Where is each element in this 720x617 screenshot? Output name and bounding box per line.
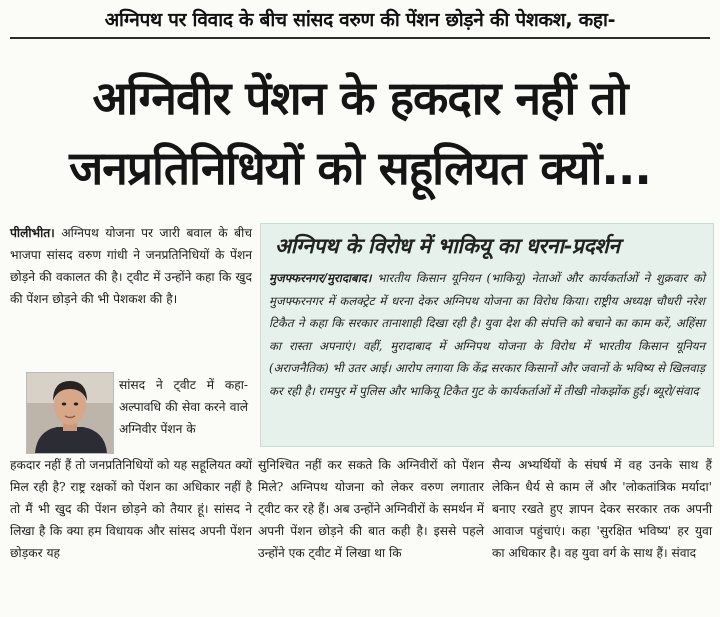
divider-line bbox=[10, 37, 710, 39]
varun-gandhi-photo bbox=[26, 372, 114, 454]
story-column-3-text: सैन्य अभ्यर्थियों के संघर्ष में वह उनके साथ हैं लेकिन धैर्य से काम लें और 'लोकतांत्रिक मर्यादा' बनाए रखते हुए ज्ञापन देकर सरकार तक अपनी आवाज पहुंचाएं। कहा 'सुरक्षित भविष्य' हर युवा का अधिकार है। वह युवा वर्ग के साथ हैं। bbox=[492, 458, 712, 560]
story-credit: संवाद bbox=[671, 546, 697, 560]
story-column-1-text: हकदार नहीं हैं तो जनप्रतिनिधियों को यह सहूलियत क्यों मिल रही है? राष्ट्र रक्षकों को पेंशन का अधिकार नहीं है तो मैं भी खुद की पेंशन छोड़ने को तैयार हूं। सांसद ने लिखा है कि क्या हम विधायक और सांसद अपनी पेंशन छोड़कर यह bbox=[10, 458, 252, 560]
story-column-1-bottom bbox=[10, 454, 252, 564]
sidebar-dateline: मुजफ्फरनगर/मुरादाबाद। bbox=[269, 271, 372, 285]
main-headline-line-2: जनप्रतिनिधियों को सहूलियत क्यों... bbox=[69, 141, 651, 195]
sidebar-text: भारतीय किसान यूनियन (भाकियू) नेताओं और कार्यकर्ताओं ने शुक्रवार को मुजफ्फरनगर में कलक्ट्रेट में धरना देकर अग्निपथ योजना का विरोध किया। राष्ट्रीय अध्यक्ष चौधरी नरेश टिकैत ने कहा कि सरकार तानाशाही दिखा रही है। युवा देश की संपत्ति को बचाने का काम करें, अहिंसा का रास्ता अपनाएं। वहीं, मुरादाबाद में अग्निपथ योजना के विरोध में भारतीय किसान यूनियन (अराजनैतिक) भी उतर आई। आरोप लगाया कि केंद्र सरकार किसानों और जवानों के भविष्य से खिलवाड़ कर रही है। रामपुर में पुलिस और भाकियू टिकैत गुट के कार्यकर्ताओं में तीखी नोकझोंक हुई। bbox=[269, 271, 705, 398]
kicker-headline: अग्निपथ पर विवाद के बीच सांसद वरुण की पेंशन छोड़ने की पेशकश, कहा- bbox=[104, 9, 616, 31]
sidebar-title: अग्निपथ के विरोध में भाकियू का धरना-प्रदर्शन bbox=[275, 233, 620, 258]
portrait-image bbox=[27, 373, 113, 453]
story-paragraph-1: अग्निपथ योजना पर जारी बवाल के बीच भाजपा सांसद वरुण गांधी ने जनप्रतिनिधियों के पेंशन छोड़ने की वकालत की है। ट्वीट में उन्होंने कहा कि खुद की पेंशन छोड़ने की भी पेशकश की है। bbox=[10, 226, 252, 306]
story-column-2-text: सुनिश्चित नहीं कर सकते कि अग्निवीरों को पेंशन मिले? अग्निपथ योजना को लेकर वरुण लगातार ट्वीट कर रहे हैं। अब उन्होंने अग्निवीरों के समर्थन में अपनी पेंशन छोड़ने की बात कही है। इससे पहले उन्होंने एक ट्वीट में लिखा था कि bbox=[258, 458, 484, 560]
sidebar-credit: ब्यूरो/संवाद bbox=[652, 383, 699, 398]
sidebar-body bbox=[269, 267, 705, 402]
story-column-3 bbox=[492, 454, 712, 564]
story-column-1-wrap bbox=[119, 374, 248, 440]
story-column-2 bbox=[258, 454, 484, 564]
sidebar-box bbox=[260, 223, 714, 447]
story-paragraph-2: सांसद ने ट्वीट में कहा-अल्पावधि की सेवा करने वाले अग्निवीर पेंशन के bbox=[119, 378, 248, 436]
story-column-1-top bbox=[10, 222, 252, 310]
main-headline-line-1: अग्निवीर पेंशन के हकदार नहीं तो bbox=[92, 71, 628, 125]
story-dateline: पीलीभीत। bbox=[10, 226, 55, 240]
